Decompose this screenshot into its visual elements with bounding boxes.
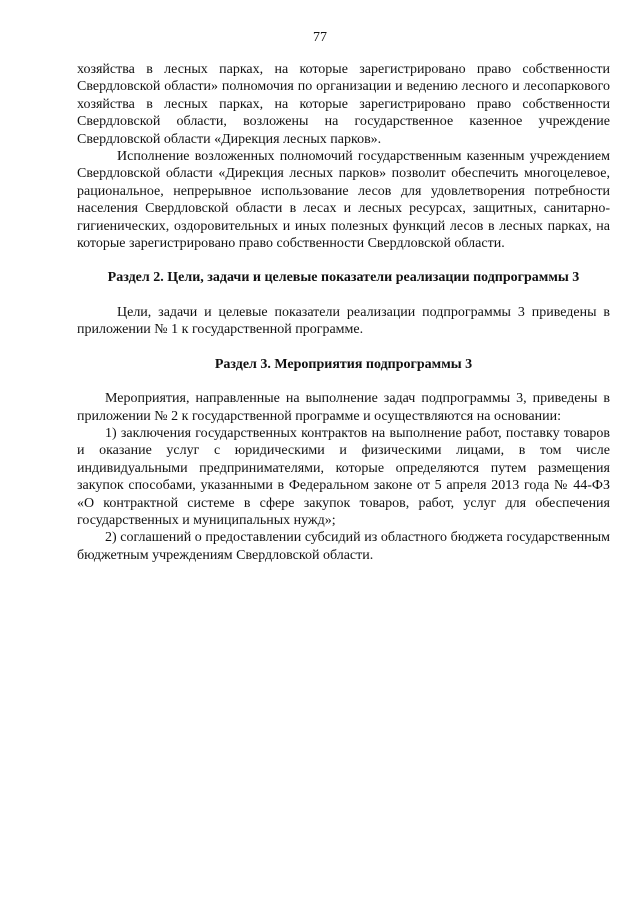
paragraph-continuation: хозяйства в лесных парках, на которые зарегистрировано право собственности Свердловской области» полномочия по организации и ведению лесного и лесопаркового хозяйства в лесных парках, на которые зарегистрировано право собственности Свердловской области, возложены на государственное казенное учреждение Свердловской области «Дирекция лесных парков». — [77, 62, 610, 147]
paragraph-execution: Исполнение возложенных полномочий государственным казенным учреждением Свердловской области «Дирекция лесных парков» позволит обеспечить многоцелевое, рациональное, непрерывное использование лесов для удовлетворения потребности населения Свердловской области в лесах и лесных ресурсах, защитных, санитарно-гигиенических, оздоровительных и иных полезных функций лесов в лесных парках, на которые зарегистрировано право собственности Свердловской области. — [77, 149, 610, 252]
paragraph-measures: Мероприятия, направленные на выполнение задач подпрограммы 3, приведены в приложении № 2 к государственной программе и осуществляются на основании: — [77, 391, 610, 424]
page-number: 77 — [313, 30, 327, 45]
list-item-subsidies: 2) соглашений о предоставлении субсидий из областного бюджета государственным бюджетным учреждениям Свердловской области. — [77, 530, 610, 563]
paragraph-goals: Цели, задачи и целевые показатели реализации подпрограммы 3 приведены в приложении № 1 к государственной программе. — [77, 304, 610, 338]
section-3-heading: Раздел 3. Мероприятия подпрограммы 3 — [214, 356, 473, 372]
document-body — [77, 61, 610, 564]
list-item-contracts: 1) заключения государственных контрактов на выполнение работ, поставку товаров и оказание услуг с юридическими и физическими лицами, в том числе индивидуальными предпринимателями, которые определяются путем размещения закупок способами, указанными в Федеральном законе от 5 апреля 2013 года № 44-ФЗ «О контрактной системе в сфере закупок товаров, работ, услуг для обеспечения государственных и муниципальных нужд»; — [77, 425, 610, 528]
section-2-heading: Раздел 2. Цели, задачи и целевые показатели реализации подпрограммы 3 — [107, 270, 580, 286]
